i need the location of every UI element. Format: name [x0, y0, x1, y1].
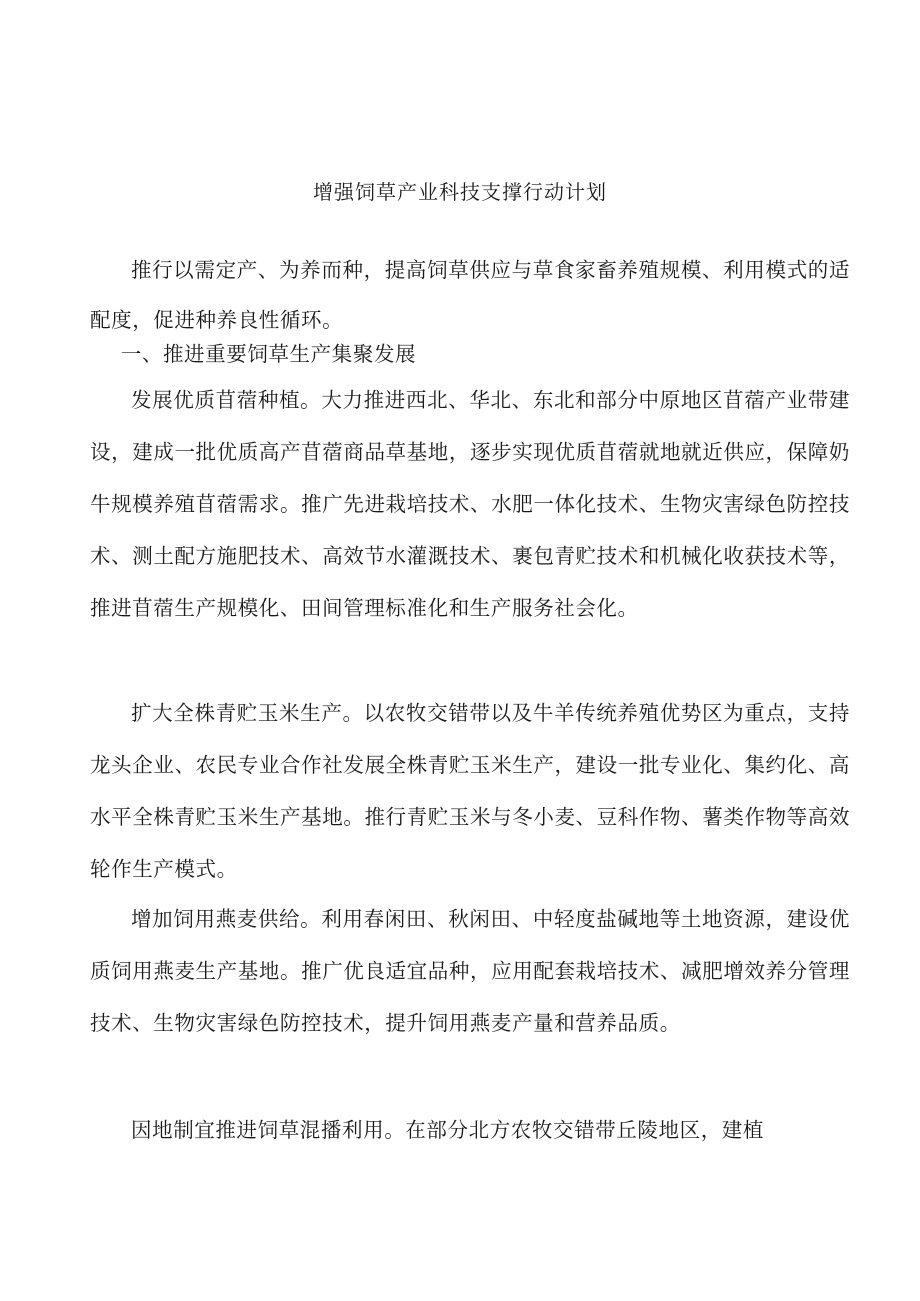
paragraph-alfalfa: 发展优质苜蓿种植。大力推进西北、华北、东北和部分中原地区苜蓿产业带建设，建成一批优质高产苜蓿商品草基地，逐步实现优质苜蓿就地就近供应，保障奶牛规模养殖苜蓿需求。推广先进栽培技术、水肥一体化技术、生物灾害绿色防控技术、测土配方施肥技术、高效节水灌溉技术、裹包青贮技术和机械化收获技术等，推进苜蓿生产规模化、田间管理标准化和生产服务社会化。 [90, 388, 850, 620]
paragraph-mixed-sowing: 因地制宜推进饲草混播利用。在部分北方农牧交错带丘陵地区，建植 [131, 1118, 764, 1142]
paragraph-silage-corn: 扩大全株青贮玉米生产。以农牧交错带以及牛羊传统养殖优势区为重点，支持龙头企业、农民专业合作社发展全株青贮玉米生产，建设一批专业化、集约化、高水平全株青贮玉米生产基地。推行青贮玉米与冬小麦、豆科作物、薯类作物等高效轮作生产模式。 [90, 701, 850, 881]
paragraph-oats: 增加饲用燕麦供给。利用春闲田、秋闲田、中轻度盐碱地等土地资源，建设优质饲用燕麦生产基地。推广优良适宜品种，应用配套栽培技术、减肥增效养分管理技术、生物灾害绿色防控技术，提升饲用燕麦产量和营养品质。 [90, 907, 850, 1035]
section-heading: 一、推进重要饲草生产集聚发展 [120, 342, 417, 366]
document-title: 增强饲草产业科技支撑行动计划 [313, 180, 607, 204]
intro-paragraph: 推行以需定产、为养而种，提高饲草供应与草食家畜养殖规模、利用模式的适配度，促进种养良性循环。 [90, 258, 850, 332]
